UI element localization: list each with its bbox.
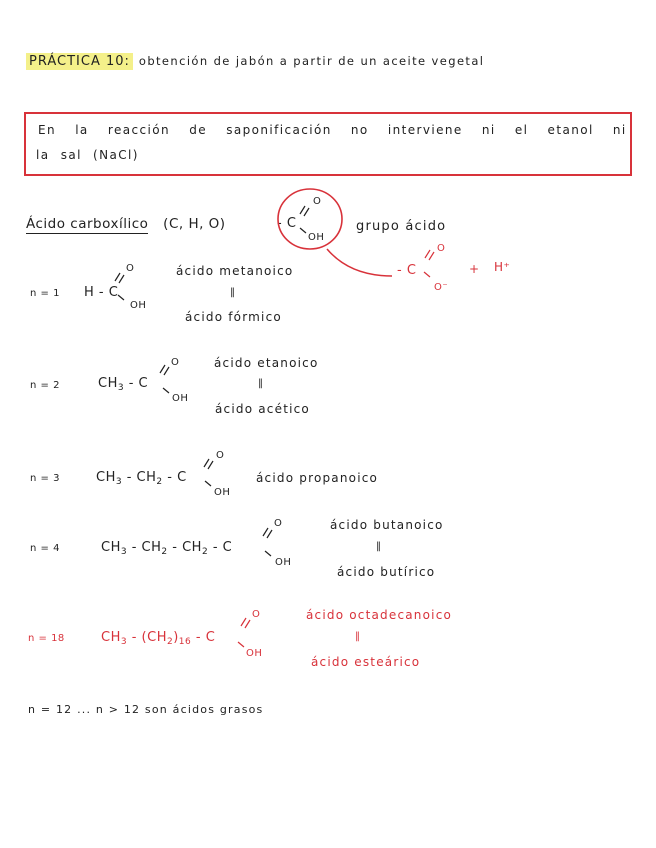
ion-c: - C [397, 263, 417, 278]
acid-3-name: ácido propanoico [256, 471, 379, 485]
acid-18-o: O [252, 609, 261, 620]
acid-1-equiv: ‖ [230, 287, 236, 298]
acid-4-n: n = 4 [30, 543, 60, 554]
acid-1-oh: OH [130, 300, 147, 311]
acid-4-formula: $CH_3 - CH_2 - CH_2$ - C [101, 540, 233, 557]
group-circle [278, 189, 342, 249]
group-o: O [313, 196, 322, 207]
acid-18-n: n = 18 [28, 633, 65, 644]
acid-3-formula: $CH_3 - CH_2$ - C [96, 470, 187, 487]
acid-18-common-name: ácido esteárico [311, 655, 421, 669]
header-elements: (C, H, O) [163, 216, 226, 232]
acid-18-name: ácido octadecanoico [306, 608, 453, 622]
acid-3-oh: OH [214, 487, 231, 498]
bond-acid-3 [204, 459, 213, 486]
acid-1-name: ácido metanoico [176, 264, 294, 278]
acid-18-formula: $CH_3 - (CH_2)_{16}$ - C [101, 630, 216, 647]
acid-1-common-name: ácido fórmico [185, 310, 282, 324]
acid-2-formula: $CH_3$ - C [98, 376, 149, 393]
acid-1-o: O [126, 263, 135, 274]
fatty-acids-note: n = 12 ... n > 12 son ácidos grasos [28, 703, 264, 716]
bond-acid-2 [160, 365, 169, 393]
group-oh: OH [308, 232, 325, 243]
group-label: grupo ácido [356, 219, 447, 234]
acid-18-equiv: ‖ [355, 631, 361, 642]
acid-1-formula: H - C [84, 285, 119, 300]
ion-o: O [437, 243, 446, 254]
acid-2-oh: OH [172, 393, 189, 404]
acid-2-o: O [171, 357, 180, 368]
acid-3-n: n = 3 [30, 473, 60, 484]
title-label: PRÁCTICA 10: [26, 53, 133, 70]
bond-acid-1 [115, 273, 124, 300]
group-c: - C [277, 216, 297, 231]
header-label: Ácido carboxílico [26, 216, 149, 232]
acid-4-equiv: ‖ [376, 541, 382, 552]
acid-18-oh: OH [246, 648, 263, 659]
acid-2-n: n = 2 [30, 380, 60, 391]
connector-line [327, 249, 392, 276]
acid-2-name: ácido etanoico [214, 356, 319, 370]
bond-acid-18 [238, 618, 250, 647]
acid-2-common-name: ácido acético [215, 402, 310, 416]
bond-acid-4 [263, 528, 272, 556]
note-line-2: la sal (NaCl) [36, 148, 139, 162]
ion-o-minus: O⁻ [434, 282, 449, 293]
note-line-1: En la reacción de saponificación no interviene ni el etanol ni [38, 123, 627, 137]
acid-2-equiv: ‖ [258, 378, 264, 389]
ion-plus: + [469, 262, 480, 276]
acid-4-o: O [274, 518, 283, 529]
acid-4-name: ácido butanoico [330, 518, 444, 532]
acid-1-n: n = 1 [30, 288, 60, 299]
ion-h: H⁺ [494, 260, 511, 274]
bond-group [300, 206, 309, 233]
title-text: obtención de jabón a partir de un aceite vegetal [138, 54, 485, 68]
acid-4-common-name: ácido butírico [337, 565, 436, 579]
acid-4-oh: OH [275, 557, 292, 568]
bond-ion [424, 250, 434, 277]
acid-3-o: O [216, 450, 225, 461]
